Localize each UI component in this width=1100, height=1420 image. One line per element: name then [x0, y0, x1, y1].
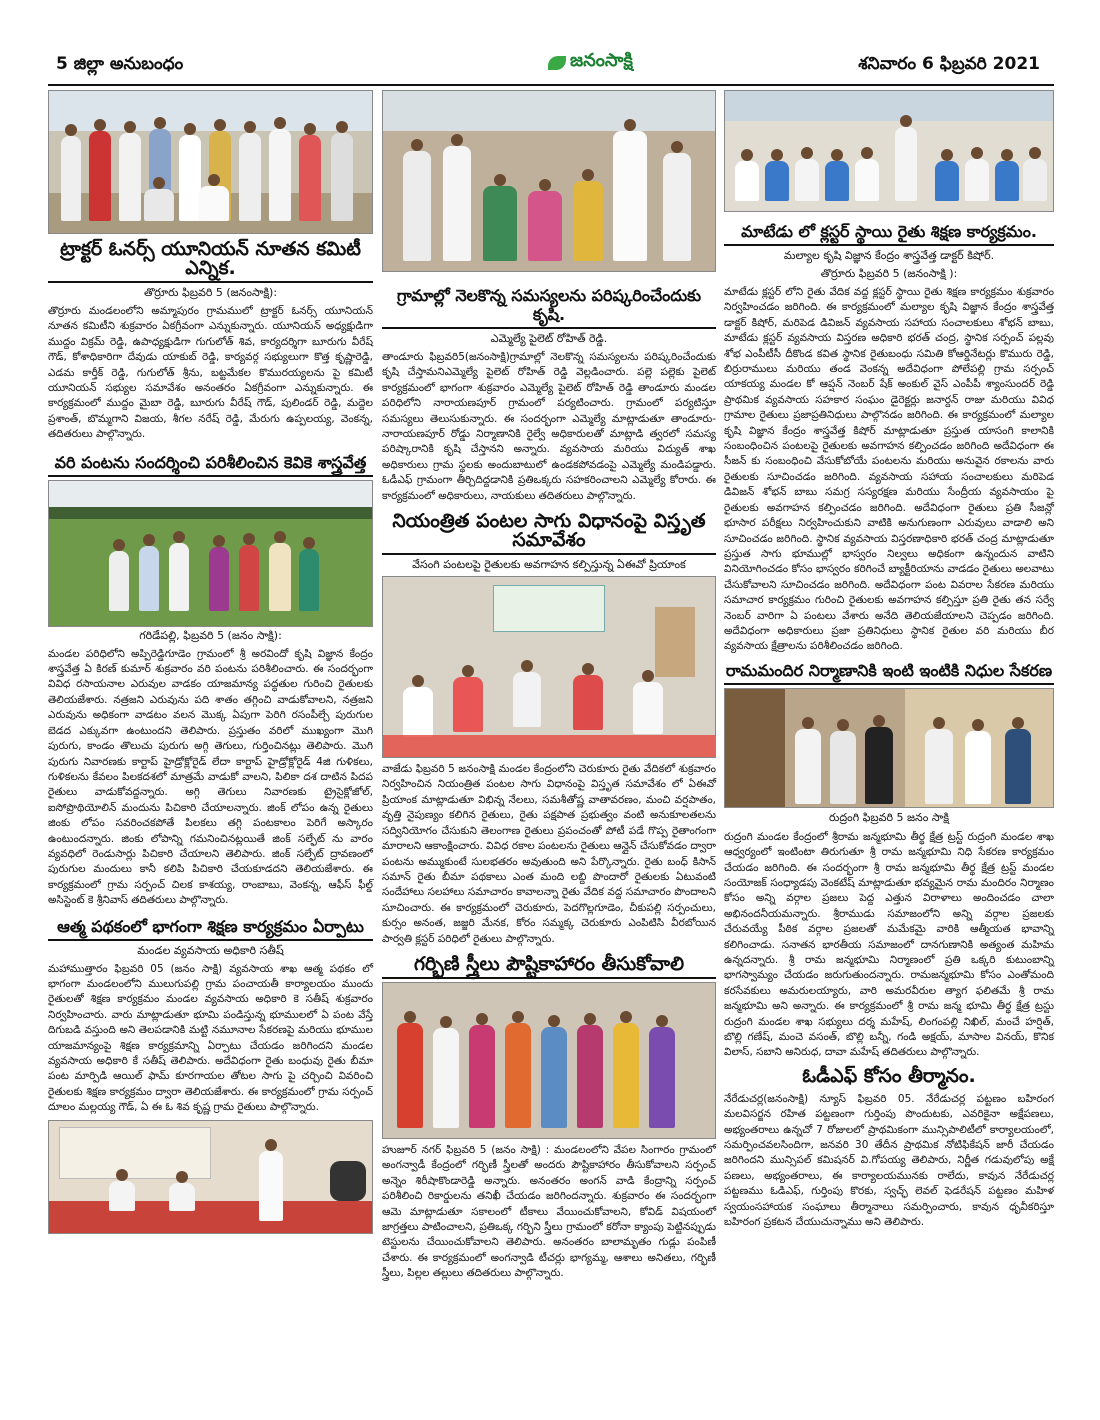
cluster-dateline-1: మల్యాల కృషి విజ్ఞాన కేంద్రం శాస్త్రవేత్త డాక్టర్ కిషోర్. [783, 249, 995, 262]
farmers-meeting-photo [382, 576, 716, 758]
atma-training-photo [48, 1120, 373, 1234]
page-label: 5 జిల్లా అనుబంధం [56, 54, 184, 74]
tractor-headline: ట్రాక్టర్ ఓనర్స్ యూనియన్ నూతన కమిటీ ఎన్నిక. [48, 240, 373, 283]
cluster-dateline-2: తొర్రూరు ఫిబ్రవరి 5 (జనంసాక్షి ): [820, 267, 958, 280]
logo-text: జనంసాక్షి [570, 50, 633, 71]
cluster-body: మాటేడు క్లస్టర్ లోని రైతు వేదిక వద్ద క్లస్టర్ స్థాయి రైతు శిక్షణ కార్యక్రమం శుక్రవారం నిర్వహించడం జరిగింది. ఈ కార్యక్రమంలో మల్యాల కృషి విజ్ఞాన కేంద్రం శాస్త్రవేత్త డాక్టర్ కిషోర్, మరిపెడ డివిజన్ వ్యవసాయ సహాయ సంచాలకులు శోభన్ బాబు, మాటేడు క్లస్టర్ వ్యవసాయ విస్తరణ అధికారి భరత్ చంద్ర, స్థానిక సర్పంచ్ పల్లవు శోభ ఎంపీటీసీ దీకొండ కవిత స్థానిక రైతుబంధు సమితి కోఆర్డినేటర్లు కొమురు రెడ్డి, బిర్రురాములు మరియు తండ వెంకన్న అదేవిధంగా పోలేపల్లి గ్రామ సర్పంచ్ యాకయ్య మండల కో ఆప్షన్ నెంబర్ షేక్ అంకుల్ వైస్ ఎంపీపీ శ్యాంసుందర్ రెడ్డి ప్రాథమిక వ్యవసాయ సహకార సంఘం డైరెక్టర్లు జనార్దన్ రాజు మరియు వివిధ గ్రామాల రైతులు ప్రజాప్రతినిధులు పాల్గొనడం జరిగింది. ఈ కార్యక్రమంలో మల్యాల కృషి విజ్ఞాన కేంద్రం శాస్త్రవేత్త కిషోర్ మాట్లాడుతూ ప్రస్తుత యాసంగి కాలానికి సంబంధించిన పంటలపై రైతులకు అవగాహన కల్పించడం జరిగింది అదేవిధంగా ఈ సీజన్ కు సంబంధించి వేసుకోబోయే పంటలను మరియు అనువైన రకాలను వారు రైతులకు సూచించడం జరిగింది. వ్యవసాయ సహాయ సంచాలకులు మరిపెడ డివిజన్ శోభన్ బాబు సమగ్ర సస్యరక్షణ మరియు సేంద్రీయ వ్యవసాయం పై రైతులకు అవగాహన కల్పించడం జరిగింది. అదేవిధంగా రైతులు ప్రతి సీజన్లో భూసార పరీక్షలు నిర్వహించుకుని వాటికి అనుగుణంగా ఎరువులు వాడాలి అని సూచించడం జరిగింది. స్థానిక వ్యవసాయ విస్తరణాధికారి భరత్ చంద్ర మాట్లాడుతూ ప్రస్తుత సాగు భూముల్లో భాస్వరం నిల్వలు అధికంగా ఉన్నందున వాటిని వినియోగించడం కోసం భాస్వరం కరిగించే బ్యాక్టీరియాను వాడడం రైతులు అలవాటు చేసుకోవాలని సూచించడం జరిగింది. అదేవిధంగా పంట వివరాల సేకరణ మరియు సమాచార కార్యక్రమం గురించి రైతులకు అవగాహన కల్పిస్తూ ప్రతి రైతు తన సర్వే నెంబర్ వారిగా ఏ పంటలు వేశారు అనేది తెలియజేయాలని చెప్పడం జరిగింది. అదేవిధంగా అధికారులు ప్రజా ప్రతినిధులు స్థానిక రైతుల వరి మరియు బీర వ్యవసాయ క్షేత్రాలను పరిశీలించడం జరిగింది. [724, 286, 1054, 653]
rama-body: రుద్రంగి మండల కేంద్రంలో శ్రీరామ జన్మభూమి తీర్థ క్షేత్ర ట్రస్ట్ రుద్రంగి మండల శాఖ ఆధ్వర్యంలో ఇంటింటా తిరుగుతూ శ్రీ రామ జన్మభూమి నిధి సేకరణ కార్యక్రమం చేయడం జరిగింది. ఈ సందర్భంగా శ్రీ రామ జన్మభూమి తీర్థ క్షేత్ర ట్రస్ట్ మండల సంయోజక్ సంధ్యాడపు వెంకటేష్ మాట్లాడుతూ భవ్యమైన రామ మందిరం నిర్మాణం కోసం అన్ని వర్గాల ప్రజలు పెద్ద ఎత్తున విరాళాలు అందించడం చాలా అభినందనీయమన్నారు. శ్రీరాముడు సమాజంలోని అన్ని వర్గాల ప్రజలకు చేరువయ్యే పీఠిక వర్గాల ప్రజలతో మమేకమై వారికి ఆత్మీయత భావాన్ని కలిగించాడు. సనాతన భారతీయ సమాజంలో దానగుణానికి అత్యంత మహిమ ఉన్నదన్నారు. శ్రీ రామ జన్మభూమి నిర్మాణంలో ప్రతి ఒక్కరి కుటుంబాన్ని భాగస్వామ్యం చేయడం జరుగుతుందన్నారు. రామజన్మభూమి కోసం ఎంతోమంది కరసేవకులు అమరులయ్యారు, వారి అమరవీరుల త్యాగ ఫలితమే శ్రీ రామ జన్మభూమి అని అన్నారు. ఈ కార్యక్రమంలో శ్రీ రామ జన్మ భూమి తీర్థ క్షేత్ర ట్రస్టు రుద్రంగి మండల శాఖ సభ్యులు దర్శ మహేష్, లింగంపల్లి నిఖిల్, మంచే హర్షిత్, బొల్లి గణేష్, మంచె వసంత్, బొల్లి బన్నీ, గండి అక్షయ్, మాసాల వినయ్, కొనిక విలాస్, సబాని అనిరుధ, దావా మహేష్ తదితరులు పాల్గొన్నారు. [724, 830, 1054, 1059]
odf-headline: ఓడీఎఫ్ కోసం తీర్మానం. [802, 1064, 976, 1087]
paddy-body: మండల పరిధిలోని అప్పిరెడ్డిగూడెం గ్రామంలో శ్రీ అరవిందో కృషి విజ్ఞాన కేంద్రం శాస్త్రవేత్త ఏ కిరణ్ కుమార్ శుక్రవారం వరి పంటను పరిశీలించారు. ఈ సందర్భంగా వివిధ రసాయనాల ఎరువుల వాడకం యాజమాన్య పద్ధతుల గురించి రైతులకు తెలియజేశారు. నత్రజని ఎరువును పది శాతం తగ్గించి వాడుకోవాలని, నత్రజని ఎరువును అధికంగా వాడటం వలన మొక్క ఏపుగా పెరిగి రసంపీల్చే పురుగుల బెడద ఎక్కువగా ఉంటుందని తెలిపారు. ప్రస్తుతం వరిలో ముఖ్యంగా మొగి పురుగు, కాండం తొలుచు పురుగు అగ్గి తెగులు, గుర్తించినట్లు తెలిపారు. మొగి పురుగు నివారణకు కార్టాప్ హైడ్రోక్లోరైడ్ లేదా కార్టాప్ హైడ్రోక్లోరైడ్ 4జి గుళికలు, గుళికలను కేవలం పిలకదశలో మాత్రమే వాడుకో వాలని, పిలికా దశ దాటిన పిదప రైతులు వాడుకోవద్దన్నారు. అగ్గి తెగులు నివారణకు ట్రైసైక్లోజోల్, ఐసోప్రొథియోలిన్ మందును పిచికారి చేయాలన్నారు. జింక్ లోపం ఉన్న రైతులు జింకు లోపం సవరించకపోతే పిలకలు తగ్గి పంటకాలం పెరిగే అస్కారం ఉంటుందన్నారు. జింకు లోపాన్ని గమనించినట్లయితే జింక్ సల్ఫేట్ ను వారం వ్యవధిలో రెండుసార్లు పిచికారి చేయాలని తెలిపారు. జింక్ సల్ఫేట్ ద్రావణంలో పురుగుల మందులు కానీ కలిపి పిచికారి చేయకూడదని తెలియజేశారు. ఈ కార్యక్రమంలో గ్రామ సర్పంచ్ చిలక కాశయ్య, రాంబాబు, వెంకన్న, ఆఫీస్ ఫీల్డ్ అసిస్టెంట్ కె శ్రీనివాస్ తదితరులు పాల్గొన్నారు. [48, 647, 373, 907]
niyantrita-headline: నియంత్రిత పంటల సాగు విధానంపై విస్తృత సమావేశం [382, 512, 716, 555]
rama-fund-collection-photo [724, 688, 1054, 808]
cluster-headline: మాటేడు లో క్లస్టర్ స్థాయి రైతు శిక్షణ కార్యక్రమం. [724, 222, 1054, 246]
odf-body: నేరేడుచర్ల(జనంసాక్షి) న్యూస్ ఫిబ్రవరి 05. నేరేడుచర్ల పట్టణం బహిరంగ మలవిసర్జన రహిత పట్టణంగా గుర్తింపు పొందుటకు, ఎవరికైనా అక్షేపణలు, అభ్యంతరాలు ఉన్నచో 7 రోజులలో ప్రాథమికంగా మున్సిపాలిటీలో కార్యాలయంలో, సమర్పించవలసిందిగా, జనవరి 30 తేదీన ప్రాథమిక నోటిఫికేషన్ జారీ చేయడం జరిగిందని మున్సిపల్ కమిషనర్ వి.గోపయ్య తెలిపారు, నిర్ణీత గడువులోపు అక్షే పణలు, అభ్యంతరాలు, ఈ కార్యాలయమునకు రాలేదు, కావున నేరేడుచర్ల పట్టణము ఓడిఎఫ్, గుర్తింపు కొరకు, స్వచ్ఛ్ లెవల్ ఫెడరేషన్ పట్టణం మహిళ స్వయంసహాయక సంఘాలు తీర్మానాలు సమర్పించారు, కావున ధృవీకరిస్తూ బహిరంగ ప్రకటన చేయుచున్నాము అని తెలిపారు. [724, 1092, 1054, 1229]
atma-headline: ఆత్మ పథకంలో భాగంగా శిక్షణ కార్యక్రమం ఏర్పాటు [48, 917, 373, 941]
newspaper-logo [548, 50, 633, 75]
niyantrita-body: వాజేడు ఫిబ్రవరి 5 జనంసాక్షి మండల కేంద్రంలోని చెరుకూరు రైతు వేదికలో శుక్రవారం నిర్వహించిన నియంత్రిత పంటల సాగు విధానంపై విస్తృత సమావేశం లో ఏఈవో ప్రియాంక మాట్లాడుతూ విభిన్న నేలలు, సమశీతోష్ణ వాతావరణం, మంచి వర్షపాతం, వృత్తి నైపుణ్యం కలిగిన రైతులు, రైతు పక్షపాత ప్రభుత్వం వంటి అనుకూలతలను సద్వినియోగం చేసుకుని తెలంగాణ రైతులు ప్రపంచంతో పోటీ పడే గొప్ప రైతాంగంగా మారాలని ఆకాంక్షించారు. వివిధ రకాల పంటలను రైతులు ఆన్లైన్ చేసుకోవడం ద్వారా పంటను అమ్ముకుంటే సులభతరం అవుతుంది అని పేర్కొన్నారు. రైతు బంధ్ కిసాన్ సమాన్ రైతు బీమా పథకాలు ఎంత మంది లబ్ది పొందారో రైతులకు ఏటువంటి సందేహాలు సలహాలు సమాచారం కావాలన్నా రైతు వేదిక వద్ద సమాచారం పొందాలని సూచించారు. ఈ కార్యక్రమంలో చెరుకూరు, పెదగొల్లగూడెం, చీకుపల్లి సర్పంచులు, కుర్సం అనంత, జజ్జరి మేనక, కోరం సమ్మక్క చెరుకూరు ఎంపిటిసి వీరబోయిన పార్వతి క్లస్టర్ పరిధిలో రైతులు పాల్గొన్నారు. [382, 763, 716, 945]
garbhini-body: హుజూర్ నగర్ ఫిబ్రవరి 5 (జనం సాక్షి) : మండలంలోని వేపల సింగారం గ్రామంలో అంగన్వాడీ కేంద్రంలో గర్భిణీ స్త్రీలతో అందరు పౌష్టికాహారం తీసుకోవాలని సర్పంచ్ అన్నెం శిరీషాకొండారెడ్డి అన్నారు. అనంతరం అంగన్ వాడి కేంద్రాన్ని సర్పంచ్ పరిశీలించి రికార్డులను తనిఖీ చేయడం జరిగిందన్నారు. శుక్రవారం ఈ సందర్భంగా ఆమె మాట్లాడుతూ సకాలంలో టీకాలు వేయించుకోవాలని, కోవిడ్ విషయంలో జాగ్రత్తలు పాటించాలని, ప్రతిఒక్క గర్భిని స్త్రీలు గ్రామంలో కరోనా క్యాంపు పెట్టినప్పుడు టెస్టులను చేయించుకోవాలని తెలిపారు. అనంతరం బాలామృతం గుడ్లు పంపిణీ చేశారు. ఈ కార్యక్రమంలో అంగన్వాడి టీచర్లు భాగ్యమ్మ, ఆశాలు అనితలు, గర్భిణీ స్త్రీలు, పిల్లల తల్లులు తదితరులు పాల్గొన్నారు. [382, 1143, 716, 1280]
niyantrita-dateline: వేసంగి పంటలపై రైతులకు అవగాహన కల్పిస్తున్న ఏఈవో ప్రియాంక [412, 558, 686, 572]
column-left [48, 90, 373, 1234]
garbhini-headline: గర్భిణి స్త్రీలు పౌష్టికాహారం తీసుకోవాలి [382, 955, 716, 979]
nelakonna-dateline: ఎమ్మెల్యే పైలెట్ రోహిత్ రెడ్డి. [490, 332, 608, 345]
atma-dateline: మండల వ్యవసాయ అధికారి సతీష్ [137, 943, 284, 957]
column-right [724, 90, 1054, 1231]
tractor-dateline: తొర్రూరు ఫిబ్రవరి 5 (జనంసాక్షి): [143, 286, 278, 299]
nelakonna-body: తాండూరు ఫిబ్రవరి5(జనంసాక్షి)గ్రామాల్లో నెలకొన్న సమస్యలను పరిష్కరించేందుకు కృషి చేస్తామనిఎమ్మెల్యే పైలెట్ రోహిత్ రెడ్డి వెల్లడించారు. పల్లె పల్లెకు పైలెట్ కార్యక్రమంలో భాగంగా శుక్రవారం ఎమ్మెల్యే పైలెట్ రోహిత్ రెడ్డి తాండూరు మండల పరిధిలోని నారాయణపూర్ గ్రామంలో పర్యటించారు. గ్రామంలో పర్యటిస్తూ సమస్యలు తెలుసుకున్నారు. ఈ సందర్భంగా ఎమ్మెల్యే మాట్లాడుతూ తాండూరు-నారాయణపూర్ రోడ్డు నిర్మాణానికి రైల్వే అధికారులతో మాట్లాడి త్వరలో సమస్య పరిష్కారానికి కృషి చేస్తానని అన్నారు. వ్యవసాయ మరియు విద్యుత్ శాఖ అధికారులు గ్రామ స్థలకు అందుబాటులో ఉండకపోవడంపై ఎమ్మెల్యే మండిపడ్డారు. ఓడీఎఫ్ గ్రామంగా తీర్చిదిద్దడానికి ప్రతిఒక్కరు సహకరించాలని ఎమ్మెల్యే కోరారు. ఈ కార్యక్రమంలో అధికారులు, నాయకులు తదితరులు పాల్గొన్నారు. [382, 351, 716, 502]
tractor-union-photo [48, 90, 373, 234]
mla-village-visit-photo [382, 90, 716, 272]
nelakonna-headline: గ్రామాల్లో నెలకొన్న సమస్యలను పరిష్కరించేందుకు కృషి. [382, 286, 716, 329]
paddy-dateline: గరిడేపల్లి, ఫిబ్రవరి 5 (జనం సాక్షి): [139, 628, 282, 642]
paddy-field-photo [48, 480, 373, 627]
column-middle [382, 90, 716, 1282]
rama-caption: రుద్రంగి ఫిబ్రవరి 5 జనం సాక్షి [829, 810, 949, 824]
issue-date: శనివారం 6 ఫిబ్రవరి 2021 [858, 54, 1040, 74]
rama-headline: రామమందిర నిర్మాణానికి ఇంటి ఇంటికి నిధుల సేకరణ [724, 661, 1054, 685]
paddy-headline: వరి పంటను సందర్శించి పరిశీలించిన కెవికె శాస్త్రవేత్త [48, 453, 373, 477]
cluster-training-photo [724, 90, 1054, 212]
leaf-icon [548, 56, 566, 70]
anganwadi-photo [382, 982, 716, 1139]
masthead [48, 50, 1054, 86]
atma-body: మహాముత్తారం ఫిబ్రవరి 05 (జనం సాక్షి) వ్యవసాయ శాఖ ఆత్మ పథకం లో భాగంగా మండలంలోని ములుగుపల్లి గ్రామ పంచాయతీ కార్యాలయం ముందు రైతులతో శిక్షణ కార్యక్రమం మండల వ్యవసాయ అధికారి కె సతీష్ శుక్రవారం నిర్వహించారు. వారు మాట్లాడుతూ భూమి పండిస్తున్న భూములలో ఏ పంట వేస్తే దిగుబడి వస్తుంది అని తెలపడానికి మట్టి నమూనాల సేకరణపై మరియు భూముల యాజమాన్యంపై శిక్షణ కార్యక్రమాన్ని ఏర్పాటు చేయడం జరిగిందని మండల వ్యవసాయ అధికారి కే సతీష్ తెలిపారు. అదేవిధంగా రైతు బంధువు రైతు బీమా పంట మార్పిడి ఆయిల్ ఫామ్ కూరగాయల తోటల సాగు పై చర్చించి వివరించి రైతులకు శిక్షణ కార్యక్రమం ద్వారా తెలియజేశారు. ఈ కార్యక్రమంలో గ్రామ సర్పంచ్ దూలం మల్లయ్య గౌడ్, ఏ ఈ ఓ శివ కృష్ణ గ్రామ రైతులు పాల్గొన్నారు. [48, 962, 373, 1114]
tractor-body: తొర్రూరు మండలంలోని అమ్మాపురం గ్రామములో ట్రాక్టర్ ఓనర్స్ యూనియన్ నూతన కమిటీని శుక్రవారం ఏకగ్రీవంగా ఎన్నుకున్నారు. యూనియన్ అధ్యక్షుడిగా ముద్దం విక్రమ్ రెడ్డి, ఉపాధ్యక్షుడిగా గుగులోత్ శివ, కార్యదర్శిగా బూరుగు వీరేష్ గౌడ్, కోశాధికారిగా దేవుడు యాకుబ్ రెడ్డి, కార్యవర్గ సభ్యులుగా కొత్త కృష్ణారెడ్డి, ఎడమ కార్తీక్ రెడ్డి, గుగులోత్ శ్రీను, బట్టమేకల కొమురయ్యలను పై కమిటీ యూనియన్ సభ్యుల సమావేశం అనంతరం ఏకగ్రీవంగా ఎన్నుకున్నారు. ఈ కార్యక్రమంలో ముద్దం మైబా రెడ్డి, బూరుగు వీరేష్ గౌడ్, పులిండర్ రెడ్డి, మద్దెల ప్రశాంత్, బొమ్మగాని విజయ, శీగల నరేష్ రెడ్డి, మేరుగు ఉప్పలయ్య, వెంకన్న, తదితరులు పాల్గొన్నారు. [48, 305, 373, 441]
